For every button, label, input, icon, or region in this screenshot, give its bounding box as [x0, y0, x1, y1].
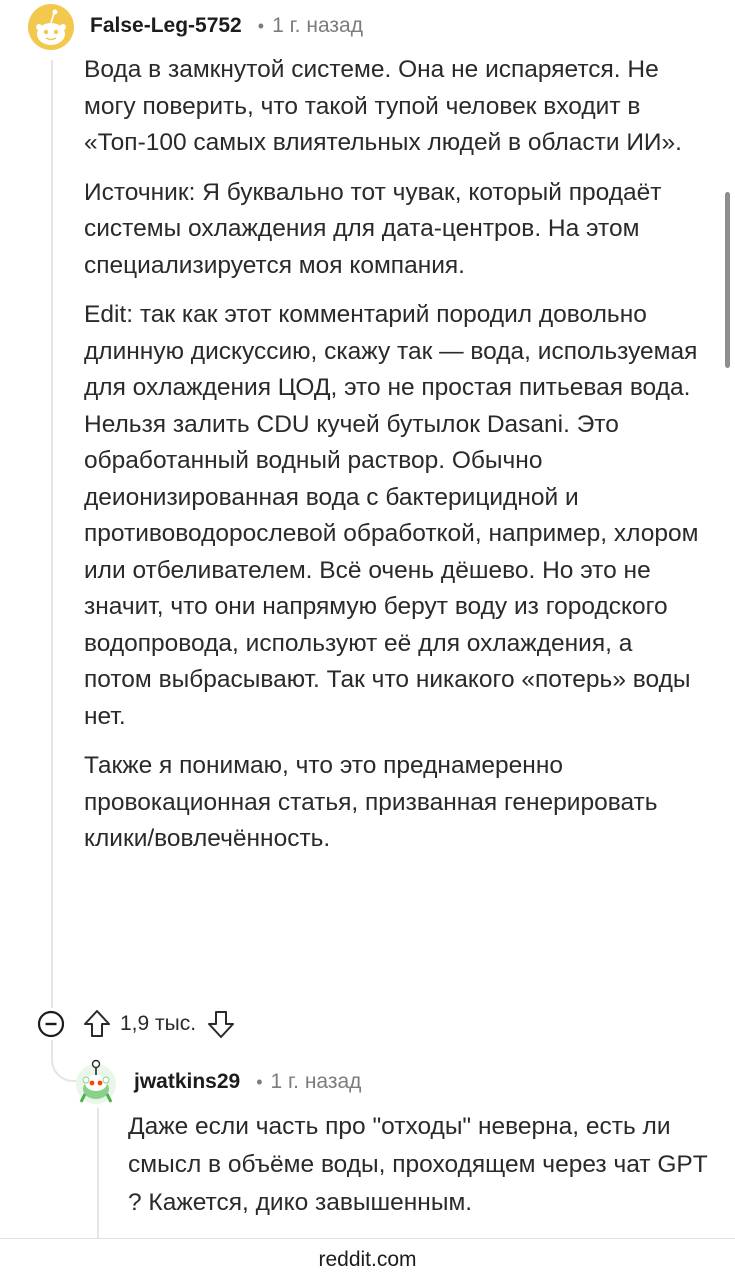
- scrollbar-thumb[interactable]: [725, 192, 730, 368]
- comment-username[interactable]: False-Leg-5752: [90, 14, 242, 37]
- comment-body: [84, 52, 699, 871]
- comment-header: [90, 10, 363, 42]
- comment-action-bar: [36, 1004, 236, 1044]
- reply-body: [128, 1108, 718, 1222]
- snoo-avatar-icon[interactable]: [28, 4, 74, 50]
- separator-dot: •: [257, 15, 265, 36]
- downvote-arrow-icon[interactable]: [206, 1008, 236, 1040]
- reply-header: [134, 1066, 361, 1098]
- thread-line: [51, 60, 53, 1008]
- separator-dot: •: [256, 1071, 263, 1092]
- reply-username[interactable]: jwatkins29: [134, 1070, 241, 1093]
- url-domain: reddit.com: [318, 1248, 417, 1271]
- collapse-minus-icon[interactable]: [36, 1009, 66, 1039]
- reply-text: Даже если часть про "отходы" неверна, есть ли смысл в объёме воды, проходящем через чат GPT ? Кажется, дико завышенным.: [128, 1113, 708, 1216]
- snoo-avatar-icon[interactable]: [73, 1056, 119, 1106]
- comment-paragraph: Edit: так как этот комментарий породил довольно длинную дискуссию, скажу так — вода, используемая для охлаждения ЦОД, это не простая питьевая вода. Нельзя залить CDU кучей бутылок Dasani. Это обработанный водный раствор. Обычно деионизированная вода с бактерицидной и противоводорослевой обработкой, например, хлором или отбеливателем. Всё очень дёшево. Но это не значит, что они напрямую берут воду из городского водопровода, используют её для охлаждения, а потом выбрасывают. Так что никакого «потерь» воды нет.: [84, 301, 699, 730]
- upvote-arrow-icon[interactable]: [82, 1008, 112, 1040]
- comment-paragraph: Также я понимаю, что это преднамеренно провокационная статья, призванная генерировать клики/вовлечённость.: [84, 752, 658, 852]
- comment-timestamp: 1 г. назад: [272, 14, 363, 37]
- vote-score: 1,9 тыс.: [120, 1012, 197, 1035]
- comment-paragraph: Вода в замкнутой системе. Она не испаряется. Не могу поверить, что такой тупой человек входит в «Топ-100 самых влиятельных людей в области ИИ».: [84, 56, 682, 156]
- browser-url-bar[interactable]: [0, 1238, 735, 1281]
- reply-timestamp: 1 г. назад: [270, 1070, 362, 1093]
- reply-thread-line: [97, 1108, 99, 1242]
- comment-paragraph: Источник: Я буквально тот чувак, который продаёт системы охлаждения для дата-центров. На этом специализируется моя компания.: [84, 178, 662, 279]
